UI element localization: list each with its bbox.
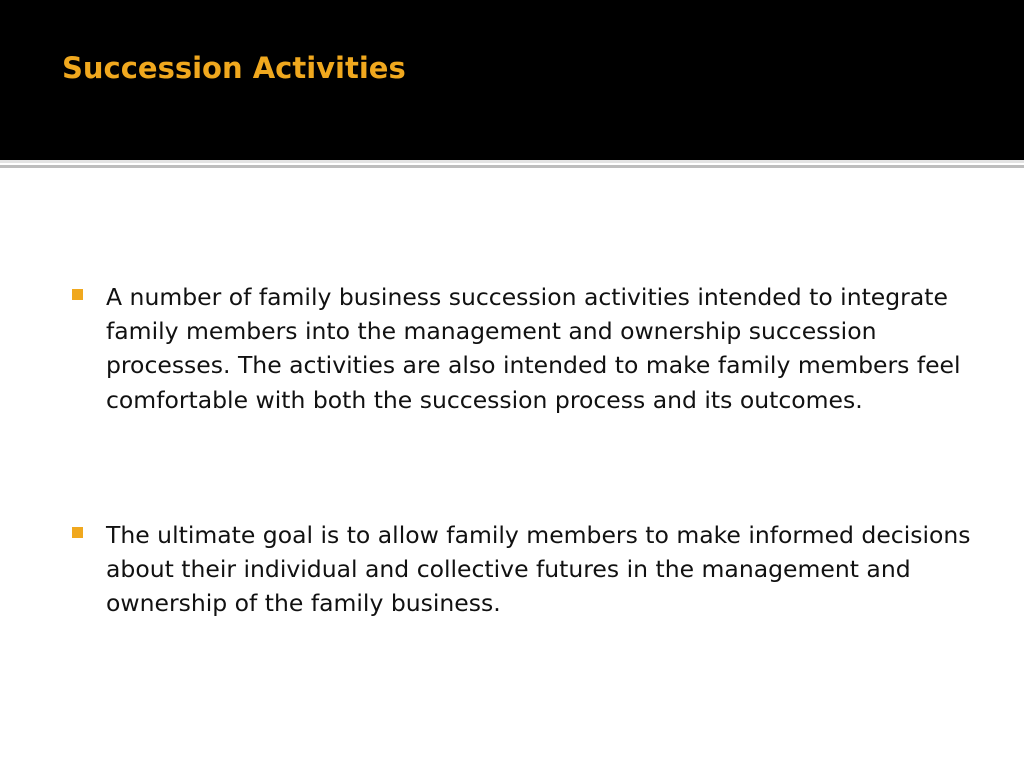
divider-dark: [0, 165, 1024, 168]
title-bar: [0, 0, 1024, 160]
square-bullet-icon: [72, 289, 83, 300]
slide-title: Succession Activities: [62, 51, 406, 85]
divider-light: [0, 160, 1024, 163]
square-bullet-icon: [72, 527, 83, 538]
bullet-text: A number of family business succession activities intended to integrate family members into the management and ownership succession processes. The activities are also intended to make family members feel comfortable with both the succession process and its outcomes.: [106, 283, 961, 414]
bullet-text: The ultimate goal is to allow family members to make informed decisions about their individual and collective futures in the management and ownership of the family business.: [106, 521, 971, 618]
